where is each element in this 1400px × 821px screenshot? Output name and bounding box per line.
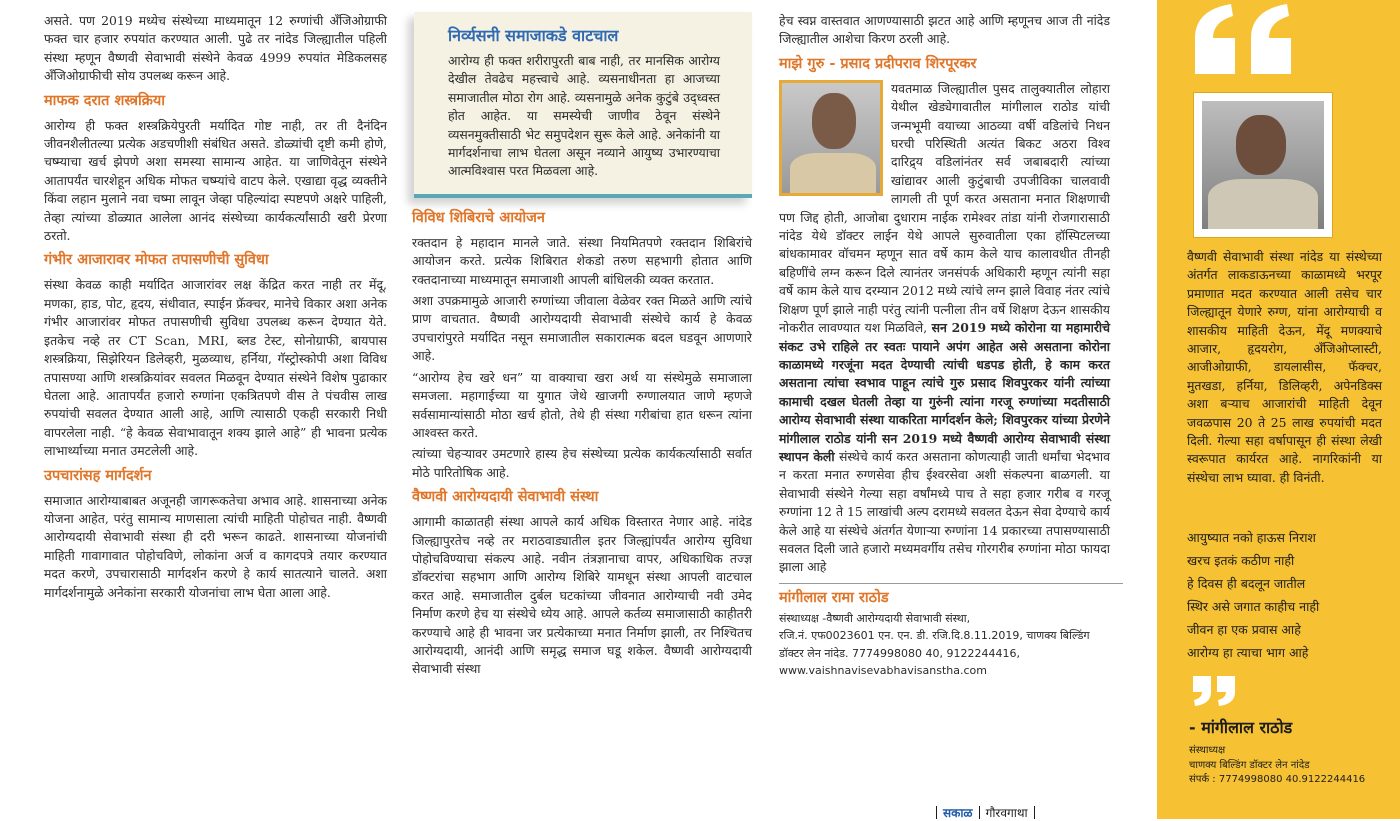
contact-phone: डॉक्टर लेन नांदेड. 7774998080 40, 9122244416,: [779, 646, 1020, 660]
poem-line: खरच इतकं कठीण नाही: [1187, 553, 1295, 568]
author-role: संस्थाध्यक्ष: [1189, 745, 1226, 756]
author-name: - मांगीलाल राठोड: [1189, 718, 1293, 737]
col2-para-save-lives: अशा उपक्रमामुळे आजारी रुग्णांच्या जीवाला वेळेवर रक्त मिळते आणि त्यांचे प्राण वाचतात. वैष्णवी आरोग्यदायी सेवाभावी संस्थेचे कार्य हे केवळ उपचारांपुरते मर्यादित नसून समाजातील सकारात्मक बदल घडवून आणणारे आहे.: [412, 293, 752, 364]
guru-portrait-photo: [779, 80, 883, 196]
contact-website-link[interactable]: www.vaishnavisevabhavisanstha.com: [779, 664, 987, 678]
col1-para-surgery: आरोग्य ही फक्त शस्त्रक्रियेपुरती मर्यादित गोष्ट नाही, तर ती दैनंदिन जीवनशैलीतल्या प्रत्येक अडचणीशी संबंधित असते. डोळ्यांची दृष्टी कमी होणे, चष्म्याचा खर्च झेपणे अशा समस्या सामान्य आहेत. या जाणिवेतून संस्थेने आतापर्यंत चारशेहून अधिक मोफत चष्म्यांचे वाटप केले. एखाद्या वृद्ध व्यक्तीने किंवा लहान मुलाने नवा चष्मा लावून जेव्हा पहिल्यांदा स्पष्टपणे अक्षरे पाहिली, तेव्हा त्यांच्या डोळ्यात आलेला आनंद संस्थेच्या कार्यकर्त्यांसाठी खरी प्रेरणा ठरतो.: [44, 117, 387, 244]
poem-line: आरोग्य हा त्याचा भाग आहे: [1187, 645, 1309, 660]
col2-para-smile: त्यांच्या चेहऱ्यावर उमटणारे हास्य हेच संस्थेच्या प्रत्येक कार्यकर्त्यासाठी सर्वात मोठे पारितोषिक आहे.: [412, 446, 752, 480]
col1-heading-guidance: उपचारांसह मार्गदर्शन: [44, 467, 152, 484]
poem-line: स्थिर असे जगात काहीच नाही: [1187, 599, 1320, 614]
col1-para-guidance: समाजात आरोग्याबाबत अजूनही जागरूकतेचा अभाव आहे. शासनाच्या अनेक योजना आहेत, परंतु सामान्य माणसाला त्यांची माहिती पोहोचत नाही. वैष्णवी आरोग्यदायी सेवाभावी संस्था ही दरी भरून काढते. शासनाच्या योजनांची माहिती गावागावात पोहोचविणे, लोकांना अर्ज व कागदपत्रे तयार करण्यात मदत करणे, उपचारासाठी मार्गदर्शन करणे हे कार्य सातत्याने चालते. अशा मार्गदर्शनामुळे अनेकांना सरकारी योजनांचा लाभ घेता आला आहे.: [44, 492, 387, 600]
col2-para-health-wealth: “आरोग्य हेच खरे धन” या वाक्याचा खरा अर्थ या संस्थेमुळे समाजाला समजला. महागाईच्या या युगात जेथे खाजगी रुग्णालयात जाणे म्हणजे सर्वसामान्यांसाठी मोठा खर्च होतो, तेथे ही संस्था गरीबांचा हात धरून त्यांना आश्वस्त करते.: [412, 369, 752, 440]
footer-divider: [1034, 806, 1035, 819]
poem-line: आयुष्यात नको हाऊस निराश: [1187, 530, 1316, 545]
sakal-logo: सकाळ: [943, 806, 973, 820]
opening-quote-icon: [1191, 4, 1301, 74]
col1-intro: असते. पण 2019 मध्येच संस्थेच्या माध्यमातून 12 रुग्णांची अँजिओग्राफी फक्त चार हजार रुपयांत करण्यात आली. पुढे तर नांदेड जिल्ह्यातील पहिली संस्था म्हणून वैष्णवी सेवाभावी संस्थेने केवळ 4999 रुपयांत मेडिकलसह अँजिओग्राफीची सोय उपलब्ध करून आहे.: [44, 13, 387, 84]
footer-section-tag: गौरवगाथा: [985, 806, 1028, 820]
author-address: चाणक्य बिल्डिंग डॉक्टर लेन नांदेड: [1189, 759, 1310, 771]
quote-sidebar: [1157, 0, 1400, 819]
box-heading: निर्व्यसनी समाजाकडे वाटचाल: [448, 26, 619, 45]
contact-registration: रजि.नं. एफ0023601 एन. एन. डी. रजि.दि.8.11.2019, चाणक्य बिल्डिंग: [779, 629, 1090, 643]
author-details: [1189, 744, 1394, 788]
col1-heading-free-checkup: गंभीर आजारावर मोफत तपासणीची सुविधा: [44, 252, 269, 269]
article-column-1: [44, 0, 387, 605]
contact-name: मांगीलाल रामा राठोड: [779, 589, 889, 606]
biography-bold-text: सन 2019 मध्ये कोरोना या महामारीचे संकट उभे राहिले तर स्वतः पायाने अपंग आहेत असे असताना कोरोना काळामध्ये गरजूंना मदत देण्याची त्यांची धडपड होती, हे काम करत असताना त्यांचा स्वभाव पाहून त्यांचे गुरु प्रसाद शिवपुरकर यांनी त्यांच्या कामाची दखल घेतली तेव्हा या गुरुंनी त्यांना गरजू रुग्णांच्या मदतीसाठी आरोग्य सेवाभावी संस्था याकरिता मार्गदर्शन केले; शिवपुरकर यांच्या प्रेरणेने मांगीलाल राठोड यांनी सन 2019 मध्ये वैष्णवी आरोग्य सेवाभावी संस्था स्थापन केली: [779, 320, 1110, 464]
closing-quote-icon: [1191, 676, 1239, 706]
col3-intro: हेच स्वप्न वास्तवात आणण्यासाठी झटत आहे आणि म्हणूनच आज ती नांदेड जिल्ह्यातील आशेचा किरण ठरली आहे.: [779, 13, 1110, 47]
col3-heading-guru: माझे गुरु - प्रसाद प्रदीपराव शिरपूरकर: [779, 55, 977, 72]
biography-tail-text: संस्थेचे कार्य करत असताना कोणत्याही जाती धर्मांचा भेदभाव न करता मनात रुग्णसेवा हीच ईश्वरसेवा अशी संकल्पना बाळगली. या सेवाभावी संस्थेने गेल्या सहा वर्षांमध्ये पाच ते सहा हजार गरीब व गरजू रुग्णांना 12 ते 15 लाखांची अल्प दरामध्ये सवलत देऊन सेवा देण्याचे कार्य केले आहे या संस्थेचे अंतर्गत येणाऱ्या रुग्णांना 14 प्रकारच्या तपासण्यासाठी सवलत दिली जाते हजारो मध्यमवर्गीय तसेच गोरगरीब रुग्णांना मोठा फायदा झाला आहे: [779, 448, 1110, 575]
article-column-2: [412, 0, 752, 682]
poem-line: हे दिवस ही बदलून जातील: [1187, 576, 1306, 591]
footer-divider: [979, 806, 980, 819]
col2-heading-camps: विविध शिबिराचे आयोजन: [412, 209, 545, 226]
footer-divider: [936, 806, 937, 819]
col1-para-free-checkup: संस्था केवळ काही मर्यादित आजारांवर लक्ष केंद्रित करत नाही तर मेंदू, मणका, हाड, पोट, हृदय, संधीवात, स्पाईन फ्रॅक्चर, मानेचे विकार अशा अनेक गंभीर आजारांवर मोफत तपासणीची सुविधा उपलब्ध करून देण्यात येते. इतकेच नव्हे तर CT Scan, MRI, ब्लड टेस्ट, सोनोग्राफी, बायपास शस्त्रक्रिया, सिझेरियन डिलेव्हरी, मुळव्याध, हर्निया, गॅस्ट्रोस्कोपी अशा विविध तपासण्या आणि शस्त्रक्रियांवर सवलत मिळवून देण्यात संस्थेने विशेष पुढाकार घेतला आहे. आतापर्यंत हजारो रुग्णांना एकत्रितपणे वीस ते पंचवीस लाख रुपयांची सवलत देण्यात आली आहे, आणि त्यासाठी एकही सरकारी निधी वापरलेला नाही. “हे केवळ सेवाभावातून शक्य झाले आहे” ही भावना प्रत्येक लाभार्थ्याच्या मनात उमटलेली आहे.: [44, 277, 387, 459]
col2-heading-organization: वैष्णवी आरोग्यदायी सेवाभावी संस्था: [412, 489, 599, 506]
author-phone: संपर्क : 7774998080 40.9122244416: [1189, 774, 1366, 785]
poem-line: जीवन हा एक प्रवास आहे: [1187, 622, 1301, 637]
col2-para-future: आगामी काळातही संस्था आपले कार्य अधिक विस्तारत नेणार आहे. नांदेड जिल्ह्यापुरतेच नव्हे तर मराठवाड्यातील इतर जिल्ह्यांपर्यंत आरोग्य सुविधा पोहोचविण्याचा संकल्प आहे. नवीन तंत्रज्ञानाचा वापर, अधिकाधिक तज्ज्ञ डॉक्टरांचा सहभाग आणि आरोग्य शिबिरे यामधून संस्था आपली वाटचाल करत आहे. समाजातील दुर्बल घटकांच्या जीवनात आरोग्याची नवी उमेद निर्माण करणे हेच या संस्थेचे ध्येय आहे. आपले कर्तव्य समाजासाठी काहीतरी करण्याचे आहे ही भावना जर प्रत्येकाच्या मनात निर्माण झाली, तर निश्चितच आरोग्यदायी, आनंदी आणि समृद्ध समाज घडू शकेल. वैष्णवी आरोग्यदायी सेवाभावी संस्था: [412, 514, 752, 677]
article-column-3: [779, 0, 1110, 680]
contact-block: [779, 610, 1110, 680]
biography-text: यवतमाळ जिल्ह्यातील पुसद तालुक्यातील लोहारा येथील खेड्येगावातील मांगीलाल राठोड यांची जन्मभूमी वयाच्या आठव्या वर्षी वडिलांचे निधन घरची परिस्थिती अत्यंत बिकट अठरा विश्व दारिद्र्य वडिलांनंतर सर्व जबाबदारी त्यांच्या खांद्यावर आली कुटुंबाची उपजीविका चालवावी लागली ती पूर्ण करत असताना मनात शिक्षणाची पण जिद्द होती, आजोबा दुधाराम नाईक रामेश्वर तांडा यांनी रोजगारासाठी नांदेड येथे डॉक्टर लाईन येथे आपले सुरुवातीला एका हॉस्पिटलच्या बांधकामावर वॉचमन म्हणून सात वर्षे काम केले याच कालावधीत तीनही बहिणींचे लग्न करून दिले त्यानंतर जनसंपर्क अधिकारी म्हणून त्यांनी सहा वर्षे काम केले याच दरम्यान 2012 मध्ये त्यांचे लग्न झाले विवाह नंतर त्यांचे शिक्षण पूर्ण झाले नाही परंतु त्यांनी पत्नीला तीन वर्षे शिक्षण देऊन शासकीय नोकरीत लावण्यात यश मिळविले,: [779, 80, 1110, 336]
col1-heading-surgery: माफक दरात शस्त्रक्रिया: [44, 92, 166, 109]
col2-para-blood-donation: रक्तदान हे महादान मानले जाते. संस्था नियमितपणे रक्तदान शिबिरांचे आयोजन करते. प्रत्येक शिबिरात शेकडो तरुण सहभागी होतात आणि रक्तदानाच्या माध्यमातून समाजाशी आपली बांधिलकी व्यक्त करतात.: [412, 234, 752, 287]
contact-role: संस्थाध्यक्ष -वैष्णवी आरोग्यदायी सेवाभावी संस्था,: [779, 611, 971, 625]
author-photo: [1193, 92, 1333, 238]
box-paragraph: आरोग्य ही फक्त शरीरापुरती बाब नाही, तर मानसिक आरोग्य देखील तेवढेच महत्त्वाचे आहे. व्यसनाधीनता हा आजच्या समाजातील मोठा रोग आहे. व्यसनामुळे अनेक कुटुंबे उद्ध्वस्त होत आहेत. या समस्येची जाणीव ठेवून संस्थेने व्यसनमुक्तीसाठी भेट समुपदेशन सुरू केले आहे. अनेकांनी या मार्गदर्शनाचा लाभ घेतला असून नव्याने आयुष्य उभारण्याचा आत्मविश्वास परत मिळवला आहे.: [448, 53, 720, 179]
footer-branding: [936, 806, 1035, 819]
sidebar-paragraph: वैष्णवी सेवाभावी संस्था नांदेड या संस्थेच्या अंतर्गत लाकडाऊनच्या काळामध्ये भरपूर प्रमाणात मदत करण्यात आली तसेच चार जिल्ह्यातून येणारे रुग्ण, यांना आरोग्याची व शासकीय माहिती देऊन, मेंदू मणक्याचे आजार, हृदयरोग, अँजिओप्लास्टी, आजीओग्राफी, डायलासीस, फॅक्चर, मुतखडा, हर्निया, डिलिव्हरी, अपेनडिक्स अशा बऱ्याच आजारांची माहिती देवून जवळपास 20 ते 25 लाख रुपयांची मदत दिली. गेल्या सहा वर्षापासून ही संस्था लेखी स्वरूपात कार्यरत आहे. नागरिकांनी या संस्थेचा लाभ घ्यावा. ही विनंती.: [1187, 249, 1382, 485]
contact-divider: [779, 583, 1123, 584]
addiction-free-box: [414, 12, 752, 198]
poem: [1187, 526, 1387, 664]
